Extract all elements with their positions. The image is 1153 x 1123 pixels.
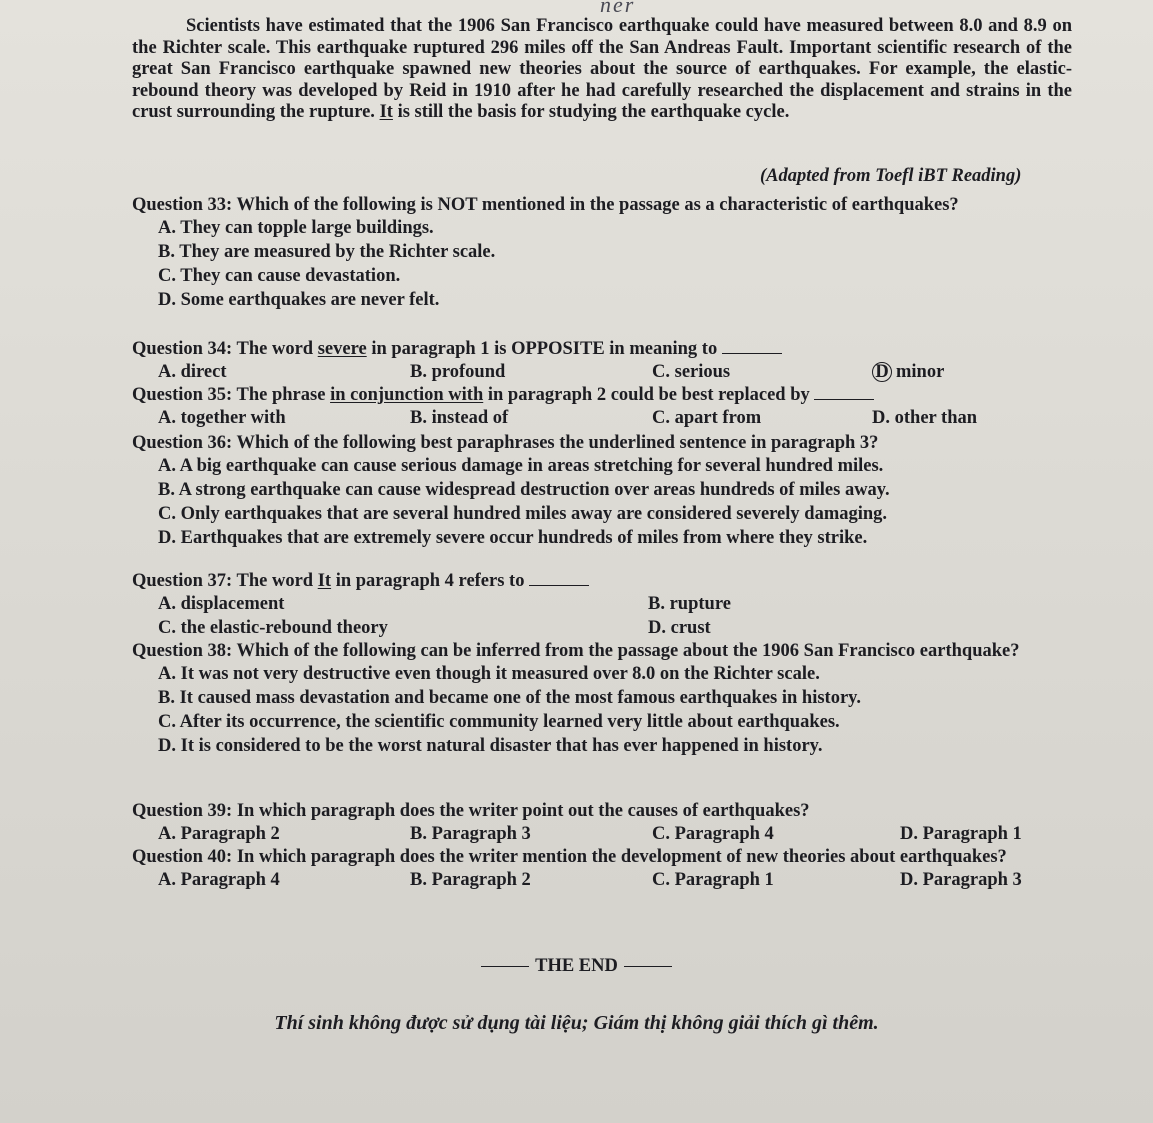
the-end-marker bbox=[0, 956, 1153, 977]
option-b[interactable]: B. It caused mass devastation and became one of the most famous earthquakes in history. bbox=[158, 688, 862, 708]
question-38 bbox=[132, 640, 1082, 758]
option-b[interactable]: B. instead of bbox=[410, 408, 509, 428]
option-c[interactable]: C. Only earthquakes that are several hundred miles away are considered severely damaging. bbox=[158, 504, 888, 524]
question-33-stem bbox=[132, 194, 1082, 216]
option-a[interactable]: A. Paragraph 2 bbox=[158, 824, 280, 844]
option-c[interactable]: C. apart from bbox=[652, 408, 762, 428]
option-b[interactable]: B. A strong earthquake can cause widespread destruction over areas hundreds of miles away. bbox=[158, 480, 890, 500]
question-35-stem: Question 35: The phrase in conjunction with in paragraph 2 could be best replaced by bbox=[132, 384, 1082, 406]
option-b[interactable]: B. profound bbox=[410, 362, 506, 382]
question-37 bbox=[132, 570, 1082, 640]
option-b[interactable]: B. rupture bbox=[648, 594, 731, 614]
question-39 bbox=[132, 800, 1082, 846]
option-b[interactable]: B. Paragraph 2 bbox=[410, 870, 531, 890]
passage-source: (Adapted from Toefl iBT Reading) bbox=[760, 166, 1022, 186]
option-b[interactable]: B. They are measured by the Richter scale. bbox=[158, 242, 496, 262]
option-c[interactable]: C. Paragraph 1 bbox=[652, 870, 774, 890]
option-a[interactable]: A. It was not very destructive even though it measured over 8.0 on the Richter scale. bbox=[158, 664, 820, 684]
options-row bbox=[158, 360, 1082, 384]
option-d[interactable]: D. Paragraph 1 bbox=[900, 824, 1022, 844]
question-35 bbox=[132, 384, 1082, 430]
question-34-stem: Question 34: The word severe in paragraph 1 is OPPOSITE in meaning to bbox=[132, 338, 1082, 360]
option-d[interactable]: D. Earthquakes that are extremely severe occur hundreds of miles from where they strike. bbox=[158, 528, 868, 548]
option-c[interactable]: C. serious bbox=[652, 362, 731, 382]
question-40-stem: Question 40: In which paragraph does the writer mention the development of new theories about earthquakes? bbox=[132, 847, 1007, 867]
options-row bbox=[158, 868, 1082, 892]
handwritten-scribble: ner bbox=[600, 0, 636, 17]
question-text: Which of the following is NOT mentioned in the passage as a characteristic of earthquakes? bbox=[232, 195, 959, 215]
passage-text-part-1: Scientists have estimated that the 1906 San Francisco earthquake could have measured between 8.0 and 8.9 on the Richter scale. This earthquake ruptured 296 miles off the San Andreas Fault. Important scientific research of the great San Francisco earthquake spawned new theories about the source of earthquakes. For example, the elastic-rebound theory was developed by Reid in 1910 after he had carefully researched the displacement and strains in the crust surrounding the rupture. bbox=[132, 16, 1072, 123]
question-37-stem: Question 37: The word It in paragraph 4 refers to bbox=[132, 570, 1082, 592]
the-end-text: THE END bbox=[535, 956, 618, 976]
option-d[interactable]: D. It is considered to be the worst natural disaster that has ever happened in history. bbox=[158, 736, 823, 756]
question-33 bbox=[132, 194, 1082, 312]
option-a[interactable]: A. A big earthquake can cause serious damage in areas stretching for several hundred miles. bbox=[158, 456, 884, 476]
answer-blank bbox=[814, 385, 874, 400]
option-b[interactable]: B. Paragraph 3 bbox=[410, 824, 531, 844]
passage-text-part-2: is still the basis for studying the earthquake cycle. bbox=[392, 102, 790, 123]
options-row bbox=[158, 592, 1082, 616]
question-number: Question 33: bbox=[132, 195, 233, 215]
underlined-phrase: in conjunction with bbox=[330, 385, 484, 405]
option-d[interactable]: D. crust bbox=[648, 618, 711, 638]
underlined-word: severe bbox=[317, 339, 367, 359]
options-row bbox=[158, 616, 1082, 640]
option-a[interactable]: A. displacement bbox=[158, 594, 285, 614]
question-36-stem: Question 36: Which of the following best paraphrases the underlined sentence in paragraph 3? bbox=[132, 433, 879, 453]
question-34 bbox=[132, 338, 1082, 384]
circle-mark: D bbox=[872, 362, 892, 382]
option-c[interactable]: C. After its occurrence, the scientific community learned very little about earthquakes. bbox=[158, 712, 840, 732]
option-d[interactable]: D. Some earthquakes are never felt. bbox=[158, 290, 440, 310]
question-38-stem: Question 38: Which of the following can be inferred from the passage about the 1906 San Francisco earthquake? bbox=[132, 641, 1020, 661]
option-d[interactable]: D. Paragraph 3 bbox=[900, 870, 1022, 890]
option-c[interactable]: C. the elastic-rebound theory bbox=[158, 618, 388, 638]
option-c[interactable]: C. They can cause devastation. bbox=[158, 266, 401, 286]
option-d-circled[interactable]: D minor bbox=[872, 360, 944, 384]
answer-blank bbox=[722, 339, 782, 354]
option-c[interactable]: C. Paragraph 4 bbox=[652, 824, 774, 844]
option-a[interactable]: A. Paragraph 4 bbox=[158, 870, 280, 890]
option-d[interactable]: D. other than bbox=[872, 408, 978, 428]
passage-underlined-it: It bbox=[379, 102, 393, 123]
options-row bbox=[158, 406, 1082, 430]
question-36 bbox=[132, 432, 1082, 550]
underlined-word: It bbox=[317, 571, 332, 591]
option-a[interactable]: A. together with bbox=[158, 408, 286, 428]
dash-left bbox=[481, 966, 529, 967]
question-39-stem: Question 39: In which paragraph does the writer point out the causes of earthquakes? bbox=[132, 801, 810, 821]
exam-footer-note: Thí sinh không được sử dụng tài liệu; Giám thị không giải thích gì thêm. bbox=[274, 1012, 879, 1034]
dash-right bbox=[624, 966, 672, 967]
reading-passage-paragraph bbox=[132, 16, 1072, 124]
answer-blank bbox=[529, 571, 589, 586]
options-row bbox=[158, 822, 1082, 846]
option-a[interactable]: A. direct bbox=[158, 362, 227, 382]
option-a[interactable]: A. They can topple large buildings. bbox=[158, 218, 434, 238]
question-40 bbox=[132, 846, 1082, 892]
